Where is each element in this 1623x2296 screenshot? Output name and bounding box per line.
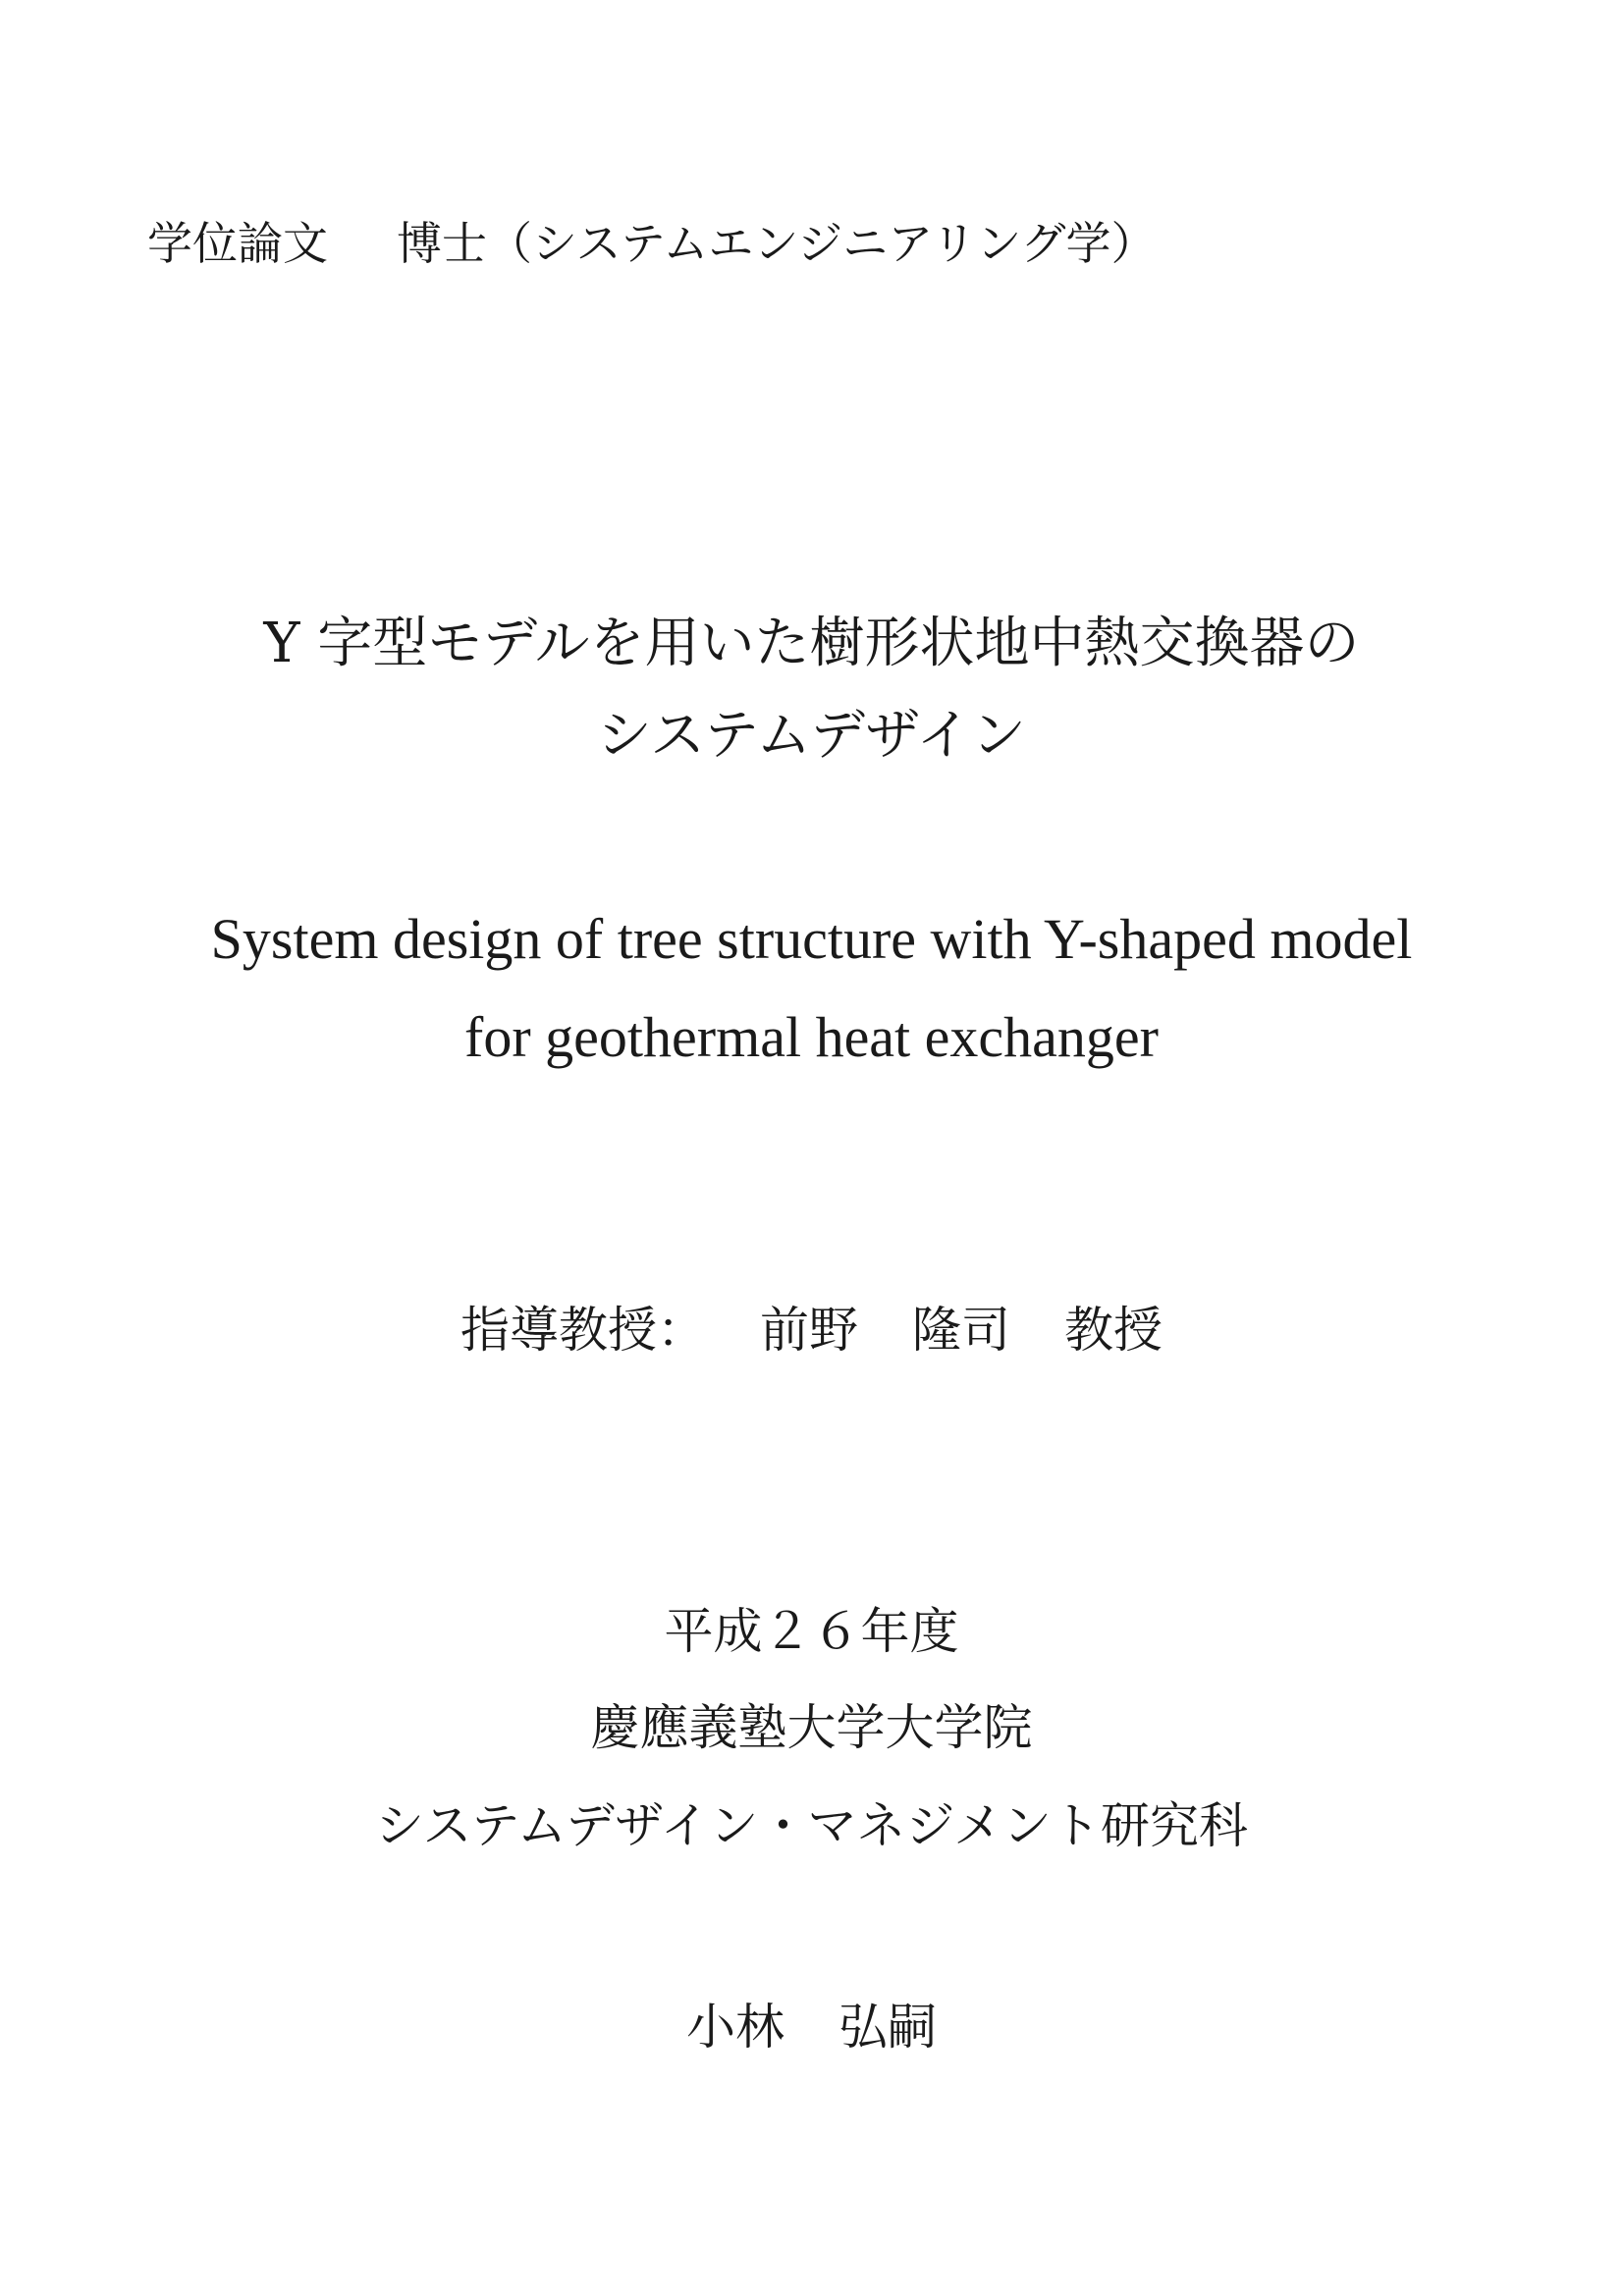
author-given-name: 弘嗣 (839, 1999, 937, 2056)
japanese-title-line-2: システムデザイン (596, 704, 1027, 768)
advisor-label: 指導教授： (460, 1302, 706, 1359)
author-line (0, 1999, 1623, 2056)
english-title-line-2: for geothermal heat exchanger (464, 1005, 1159, 1069)
graduate-school-name: システムデザイン・マネジメント研究科 (375, 1797, 1248, 1854)
advisor-family-name: 前野 (760, 1302, 858, 1359)
advisor-line (0, 1302, 1623, 1359)
university-name: 慶應義塾大学大学院 (590, 1699, 1033, 1756)
degree-line (147, 217, 1157, 270)
degree-field: 博士（システムエンジニアリング学） (397, 217, 1157, 270)
degree-type: 学位論文 (147, 217, 328, 270)
advisor-rank: 教授 (1064, 1302, 1163, 1359)
advisor-given-name: 隆司 (912, 1302, 1010, 1359)
english-title-line-1: System design of tree structure with Y-shaped model (210, 907, 1413, 971)
academic-year: 平成２６年度 (664, 1603, 959, 1660)
japanese-title-line-1: Y 字型モデルを用いた樹形状地中熱交換器の (263, 612, 1360, 675)
author-family-name: 小林 (686, 1999, 784, 2056)
